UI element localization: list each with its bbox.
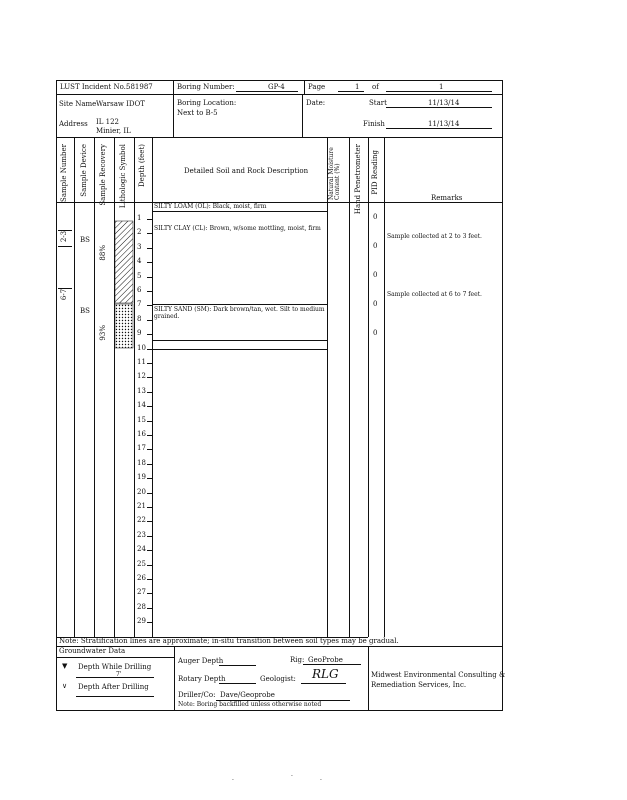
depth-tick (147, 565, 152, 566)
driller-label: Driller/Co: (178, 691, 216, 699)
depth-label: 19 (137, 473, 146, 482)
depth-tick (147, 435, 152, 436)
depth-label: 6 (137, 286, 142, 294)
depth-label: 27 (137, 588, 146, 597)
pid-reading-5: 0 (373, 329, 378, 337)
page-value: 1 (355, 83, 360, 91)
lithologic-column (115, 211, 134, 351)
depth-tick (147, 219, 152, 220)
depth-label: 22 (137, 516, 146, 525)
depth-label: 29 (137, 617, 146, 626)
finish-label: Finish (363, 120, 385, 128)
pid-reading-2: 0 (373, 242, 378, 250)
depth-tick (147, 392, 152, 393)
description-layer-2: SILTY CLAY (CL): Brown, w/some mottling, moist, firm (154, 225, 321, 232)
company-name-line-2: Remediation Services, Inc. (371, 681, 467, 689)
company-name-line-1: Midwest Environmental Consulting & (371, 671, 506, 679)
depth-tick (147, 406, 152, 407)
rotary-depth-label: Rotary Depth (178, 675, 226, 683)
depth-tick (147, 608, 152, 609)
depth-tick (147, 305, 152, 306)
symbol-silty-sand (115, 304, 133, 348)
depth-label: 10 (137, 343, 146, 352)
depth-while-drilling-value: 7' (116, 671, 122, 678)
col-hand-penetrometer: Hand Penetrometer (354, 144, 362, 215)
description-layer-1: SILTY LOAM (OL): Black, moist, firm (154, 203, 267, 210)
depth-label: 26 (137, 574, 146, 582)
depth-tick (147, 593, 152, 594)
sample-1-number: 2-3 (60, 230, 69, 243)
geologist-signature: RLG (312, 667, 339, 681)
depth-label: 9 (137, 329, 142, 338)
depth-tick (147, 536, 152, 537)
groundwater-title: Groundwater Data (59, 647, 126, 655)
symbol-silty-clay (115, 221, 133, 303)
col-sample-device: Sample Device (80, 144, 88, 197)
boring-number-label: Boring Number: (177, 83, 235, 91)
check-triangle-icon: ∨ (62, 682, 68, 690)
header-divider (56, 94, 502, 95)
depth-label: 13 (137, 386, 146, 395)
depth-label: 17 (137, 444, 146, 453)
boring-location-value: Next to B-5 (177, 109, 218, 117)
finish-date: 11/13/14 (428, 120, 460, 128)
depth-label: 16 (137, 430, 146, 438)
page-label: Page (308, 83, 326, 91)
col-depth: Depth (feet) (138, 144, 146, 187)
depth-tick (147, 277, 152, 278)
depth-tick (147, 550, 152, 551)
depth-tick (147, 363, 152, 364)
depth-label: 18 (137, 458, 146, 467)
sample-2-number: 6-7 (60, 288, 69, 301)
sample-1-recovery: 88% (99, 245, 107, 261)
remark-1: Sample collected at 2 to 3 feet. (387, 233, 482, 240)
boring-number-value: GP-4 (268, 83, 285, 91)
col-sample-number: Sample Number (60, 144, 68, 202)
description-layer-3b: grained. (154, 313, 180, 320)
address-line-2: Minier, IL (96, 127, 131, 135)
depth-tick (147, 579, 152, 580)
scan-mark: . (232, 775, 234, 782)
driller-value: Dave/Geoprobe (220, 691, 275, 699)
site-name-label: Site Name (59, 100, 97, 108)
down-triangle-icon: ▼ (62, 662, 68, 670)
depth-tick (147, 291, 152, 292)
col-lithologic-symbol: Lithologic Symbol (119, 144, 127, 209)
depth-tick (147, 478, 152, 479)
depth-tick (147, 521, 152, 522)
pid-reading-1: 0 (373, 213, 378, 221)
col-natural-moisture: Natural Moisture Content (%) (328, 147, 341, 200)
depth-label: 23 (137, 530, 146, 539)
depth-label: 24 (137, 545, 146, 554)
auger-depth-label: Auger Depth (178, 657, 224, 665)
depth-label: 21 (137, 502, 146, 510)
start-label: Start (369, 99, 387, 107)
depth-label: 25 (137, 559, 146, 568)
depth-label: 11 (137, 358, 146, 366)
col-sample-recovery: Sample Recovery (99, 144, 107, 206)
address-line-1: IL 122 (96, 118, 119, 126)
of-label: of (372, 83, 379, 91)
depth-tick (147, 493, 152, 494)
depth-tick (147, 507, 152, 508)
depth-label: 2 (137, 228, 142, 237)
depth-tick (147, 334, 152, 335)
depth-tick (147, 421, 152, 422)
depth-label: 4 (137, 257, 142, 266)
depth-label: 28 (137, 602, 146, 611)
rig-label: Rig: (290, 656, 305, 664)
depth-tick (147, 622, 152, 623)
description-layer-3: SILTY SAND (SM): Dark brown/tan, wet. Silt to medium (154, 306, 325, 313)
depth-tick (147, 377, 152, 378)
col-remarks: Remarks (431, 194, 463, 202)
boring-log-form (56, 80, 506, 710)
of-value: 1 (439, 83, 444, 91)
depth-tick (147, 320, 152, 321)
depth-tick (147, 464, 152, 465)
depth-label: 3 (137, 242, 142, 251)
sample-1-device: BS (80, 236, 90, 244)
depth-label: 7 (137, 300, 142, 309)
backfill-footnote: Note: Boring backfilled unless otherwise noted (178, 701, 322, 708)
date-label: Date: (306, 99, 326, 107)
depth-tick (147, 233, 152, 234)
depth-label: 1 (137, 214, 142, 222)
remark-2: Sample collected at 6 to 7 feet. (387, 291, 482, 298)
project-number-value: 581987 (126, 83, 153, 91)
rig-value: GeoProbe (308, 656, 343, 664)
depth-label: 5 (137, 271, 142, 280)
stratification-note: Note: Stratification lines are approximate; in-situ transition between soil types may be gradual. (59, 637, 399, 645)
pid-reading-4: 0 (373, 300, 378, 308)
depth-label: 15 (137, 415, 146, 424)
scan-mark: . (320, 775, 322, 782)
depth-tick (147, 449, 152, 450)
depth-tick (147, 248, 152, 249)
depth-label: 14 (137, 401, 146, 410)
sample-2-device: BS (80, 307, 90, 315)
depth-label: 20 (137, 487, 146, 496)
col-description: Detailed Soil and Rock Description (184, 167, 309, 175)
depth-after-drilling-label: Depth After Drilling (78, 683, 149, 691)
pid-reading-3: 0 (373, 271, 378, 279)
depth-label: 8 (137, 314, 142, 323)
boring-location-label: Boring Location: (177, 99, 237, 107)
project-number-label: LUST Incident No.: (60, 83, 129, 91)
sample-2-recovery: 93% (99, 325, 107, 341)
address-label: Address (59, 120, 88, 128)
depth-while-drilling-label: Depth While Drilling (78, 663, 152, 671)
start-date: 11/13/14 (428, 99, 460, 107)
geologist-label: Geologist: (260, 675, 296, 683)
depth-label: 12 (137, 372, 146, 381)
col-pid-reading: PID Reading (371, 150, 379, 195)
depth-tick (147, 262, 152, 263)
scan-mark: . (291, 771, 293, 778)
site-name-value: Warsaw IDOT (96, 100, 145, 108)
